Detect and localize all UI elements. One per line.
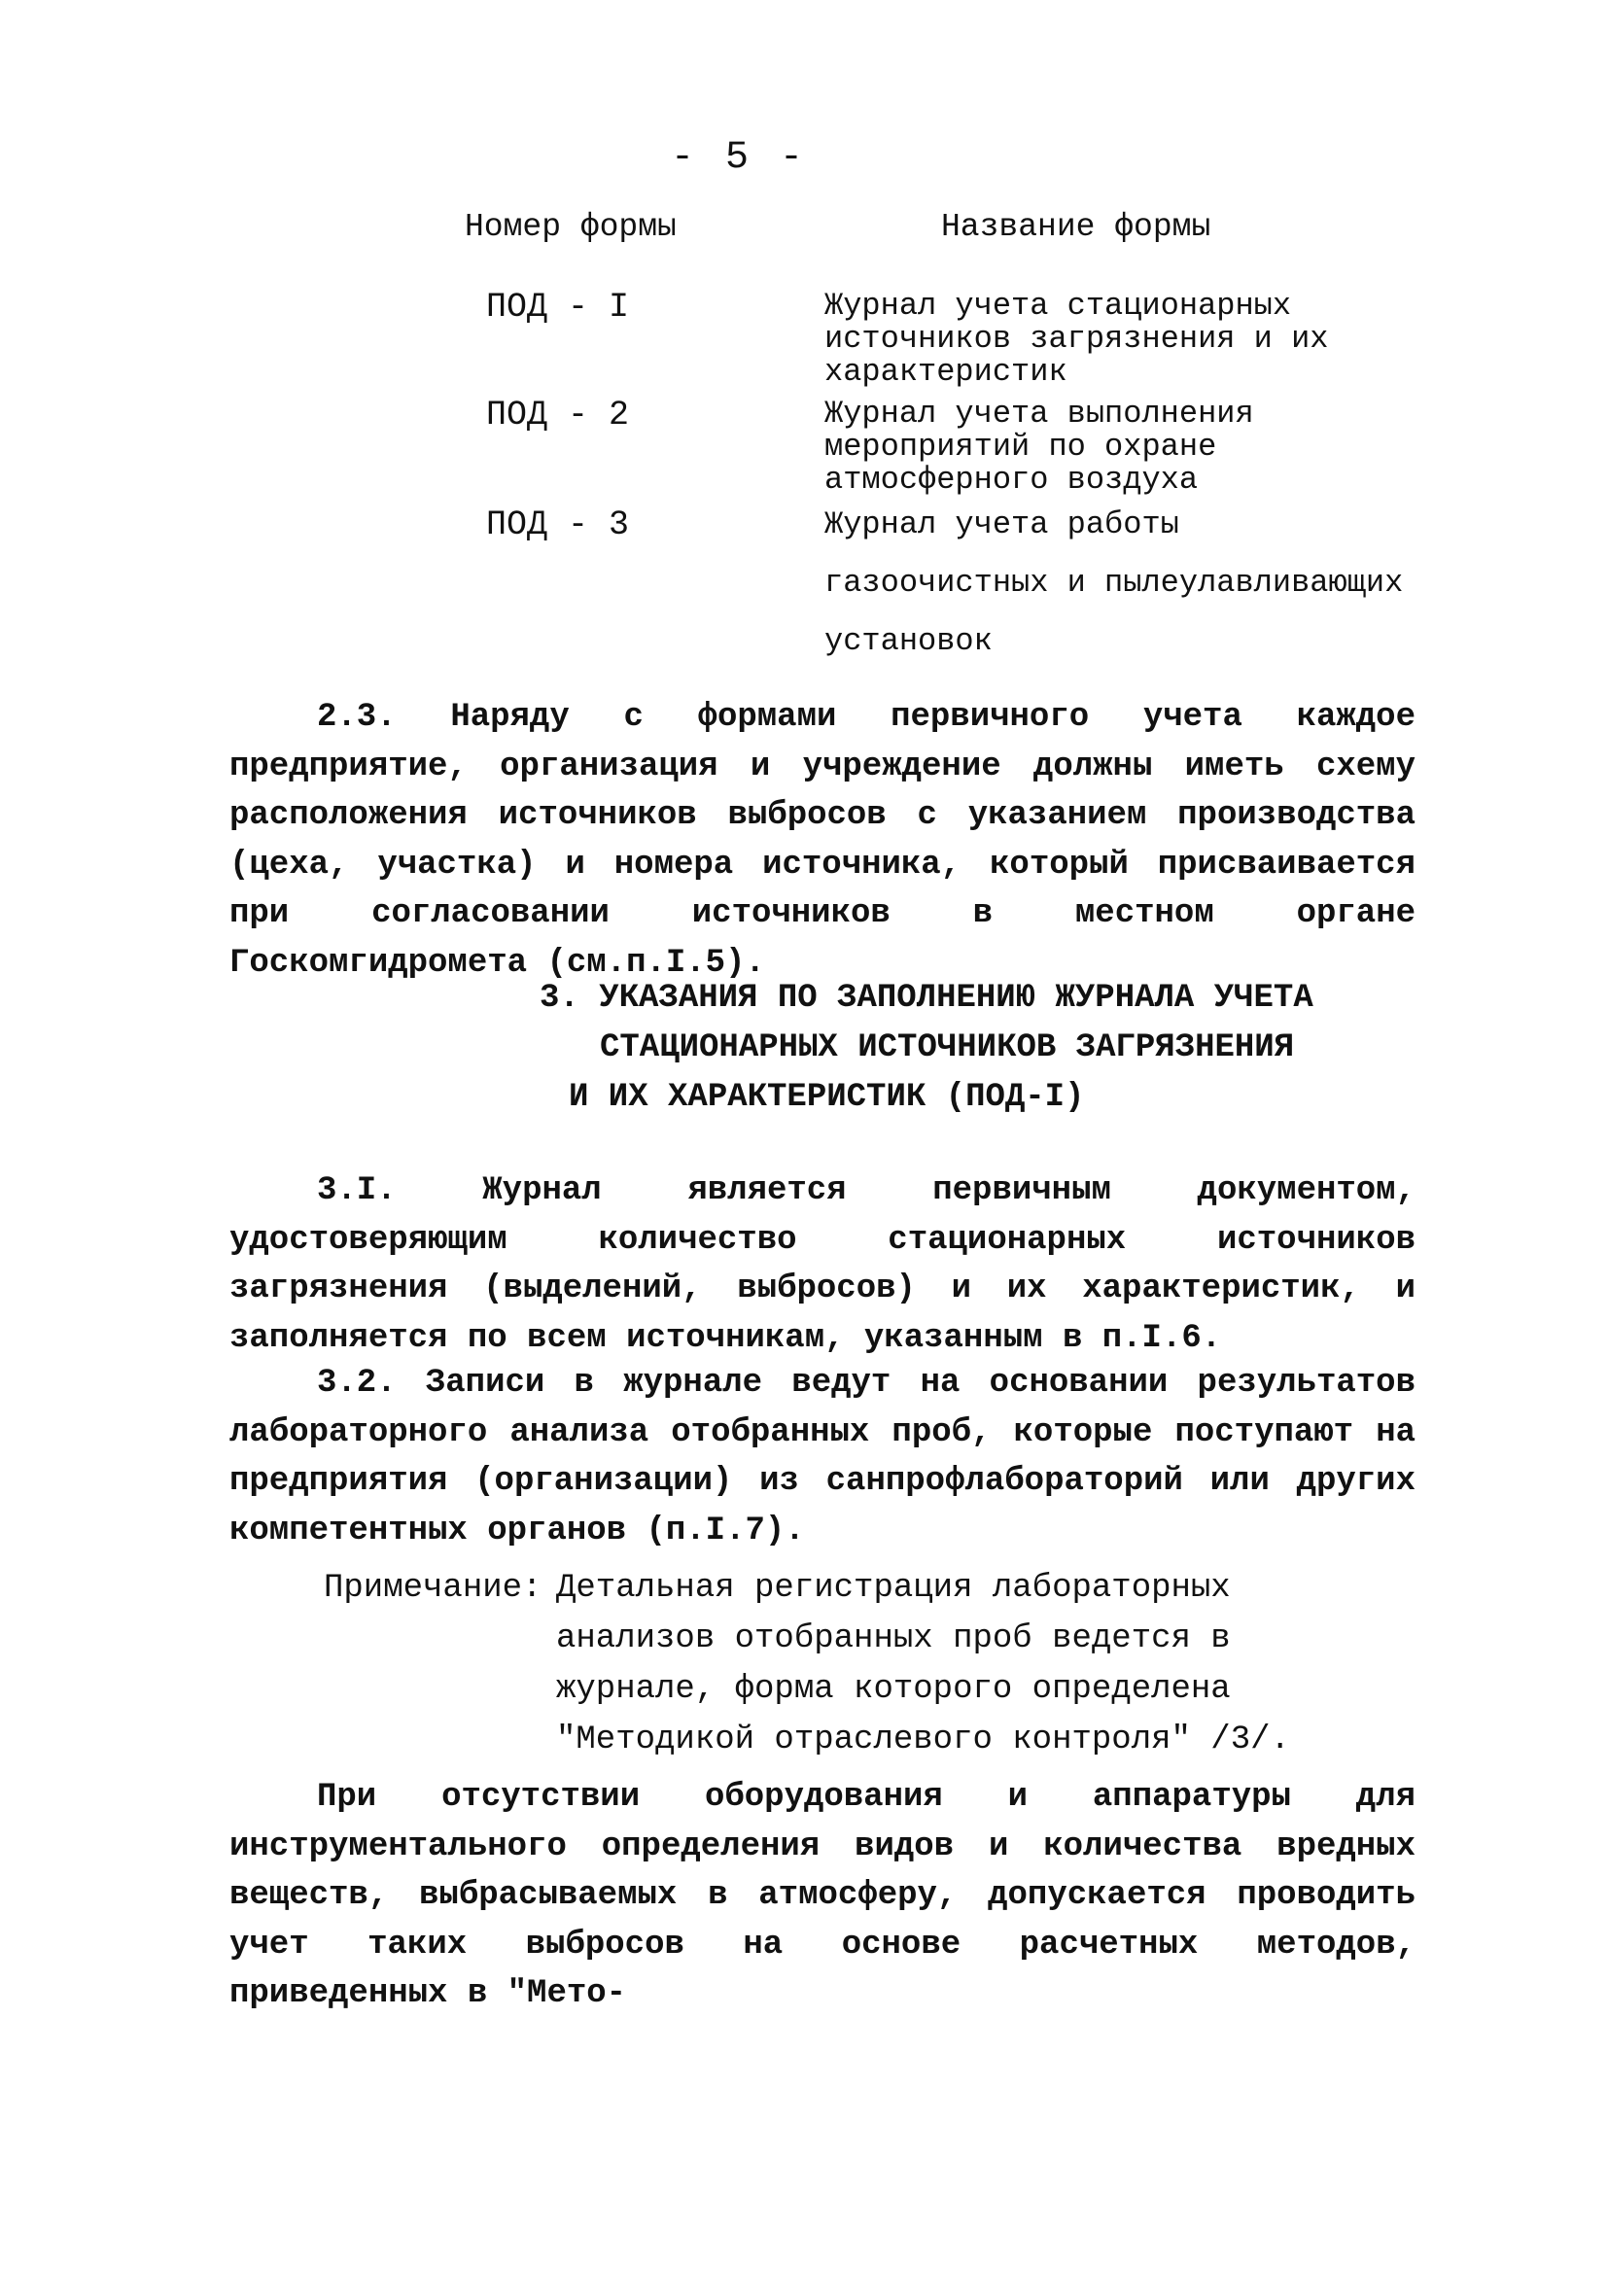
section-3-heading-line-3: И ИХ ХАРАКТЕРИСТИК (ПОД-I) (569, 1079, 1085, 1116)
section-3-heading-line-2: СТАЦИОНАРНЫХ ИСТОЧНИКОВ ЗАГРЯЗНЕНИЯ (600, 1029, 1295, 1066)
paragraph-2-3: 2.3. Наряду с формами первичного учета каждое предприятие, организация и учреждение должны иметь схему расположения источников выбросов с указанием производства (цеха, участка) и номера источника, который присваивается при согласовании источников в местном органе Госкомгидромета (см.п.I.5). (229, 699, 1416, 982)
form-name-pod-1: Журнал учета стационарных источников загрязнения и их характеристик (824, 288, 1329, 390)
page-number: - 5 - (671, 136, 808, 180)
form-name-pod-3: Журнал учета работы газоочистных и пылеулавливающих установок (824, 506, 1404, 659)
table-header-form-name: Название формы (941, 209, 1211, 245)
paragraph-3-1: 3.I. Журнал является первичным документом, удостоверяющим количество стационарных источников загрязнения (выделений, выбросов) и их характеристик, и заполняется по всем источникам, указанным в п.I.6. (229, 1172, 1416, 1357)
note-text: Детальная регистрация лабораторных анализов отобранных проб ведется в журнале, форма которого определена "Методикой отраслевого контроля" /3/. (556, 1570, 1290, 1758)
form-code-pod-3: ПОД - 3 (486, 505, 630, 544)
table-header-form-number: Номер формы (465, 209, 677, 245)
paragraph-final: При отсутствии оборудования и аппаратуры для инструментального определения видов и количества вредных веществ, выбрасываемых в атмосферу, допускается проводить учет таких выбросов на основе расчетных методов, приведенных в "Мето- (229, 1779, 1416, 2012)
note-label: Примечание: (324, 1570, 542, 1607)
form-code-pod-2: ПОД - 2 (486, 396, 630, 435)
paragraph-3-2: 3.2. Записи в журнале ведут на основании результатов лабораторного анализа отобранных проб, которые поступают на предприятия (организации) из санпрофлабораторий или других компетентных органов (п.I.7). (229, 1365, 1416, 1549)
section-3-heading-line-1: 3. УКАЗАНИЯ ПО ЗАПОЛНЕНИЮ ЖУРНАЛА УЧЕТА (540, 980, 1313, 1017)
form-code-pod-1: ПОД - I (486, 288, 630, 327)
form-name-pod-2: Журнал учета выполнения мероприятий по охране атмосферного воздуха (824, 396, 1254, 498)
section-3-heading (540, 974, 1395, 1123)
